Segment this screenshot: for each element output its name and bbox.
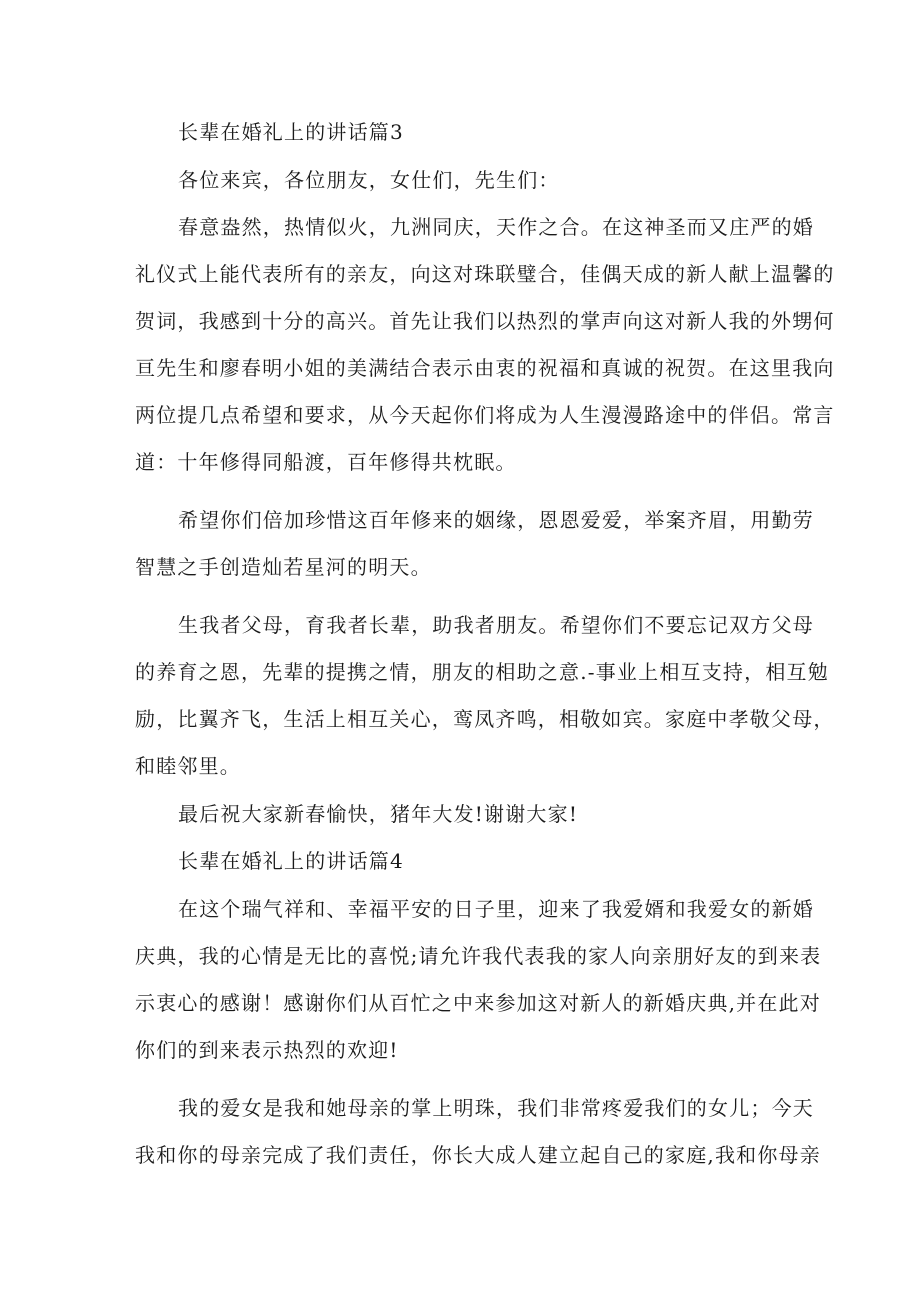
paragraph-line: 生我者父母，育我者长辈，助我者朋友。希望你们不要忘记双方父母 <box>178 613 814 637</box>
section-heading-4: 长辈在婚礼上的讲话篇4 <box>178 849 404 873</box>
paragraph-line: 庆典，我的心情是无比的喜悦;请允许我代表我的家人向亲朋好友的到来表 <box>135 944 822 968</box>
paragraph-line: 亘先生和廖春明小姐的美满结合表示由衷的祝福和真诚的祝贺。在这里我向 <box>135 356 835 380</box>
paragraph-line: 你们的到来表示热烈的欢迎! <box>135 1038 399 1062</box>
salutation: 各位来宾，各位朋友，女仕们，先生们： <box>178 168 560 192</box>
paragraph-line: 最后祝大家新春愉快，猪年大发!谢谢大家! <box>178 802 579 826</box>
paragraph-line: 两位提几点希望和要求，从今天起你们将成为人生漫漫路途中的伴侣。常言 <box>135 403 835 427</box>
paragraph-line: 我的爱女是我和她母亲的掌上明珠，我们非常疼爱我们的女儿；今天 <box>178 1096 814 1120</box>
paragraph-line: 在这个瑞气祥和、幸福平安的日子里，迎来了我爱婿和我爱女的新婚 <box>178 897 814 921</box>
paragraph-line: 智慧之手创造灿若星河的明天。 <box>135 555 432 579</box>
paragraph-line: 礼仪式上能代表所有的亲友，向这对珠联璧合，佳偶天成的新人献上温馨的 <box>135 262 835 286</box>
paragraph-line: 贺词，我感到十分的高兴。首先让我们以热烈的掌声向这对新人我的外甥何 <box>135 309 835 333</box>
paragraph-line: 的养育之恩，先辈的提携之情，朋友的相助之意.-事业上相互支持，相互勉 <box>135 660 829 684</box>
paragraph-line: 希望你们倍加珍惜这百年修来的姻缘，恩恩爱爱，举案齐眉，用勤劳 <box>178 508 814 532</box>
paragraph-line: 道：十年修得同船渡，百年修得共枕眠。 <box>135 450 517 474</box>
paragraph-line: 示衷心的感谢！感谢你们从百忙之中来参加这对新人的新婚庆典,并在此对 <box>135 991 821 1015</box>
section-heading-3: 长辈在婚礼上的讲话篇3 <box>178 120 404 144</box>
paragraph-line: 励，比翼齐飞，生活上相互关心，鸾凤齐鸣，相敬如宾。家庭中孝敬父母， <box>135 707 835 731</box>
paragraph-line: 春意盎然，热情似火，九洲同庆，天作之合。在这神圣而又庄严的婚 <box>178 215 814 239</box>
paragraph-line: 我和你的母亲完成了我们责任，你长大成人建立起自己的家庭,我和你母亲 <box>135 1143 821 1167</box>
paragraph-line: 和睦邻里。 <box>135 754 241 778</box>
